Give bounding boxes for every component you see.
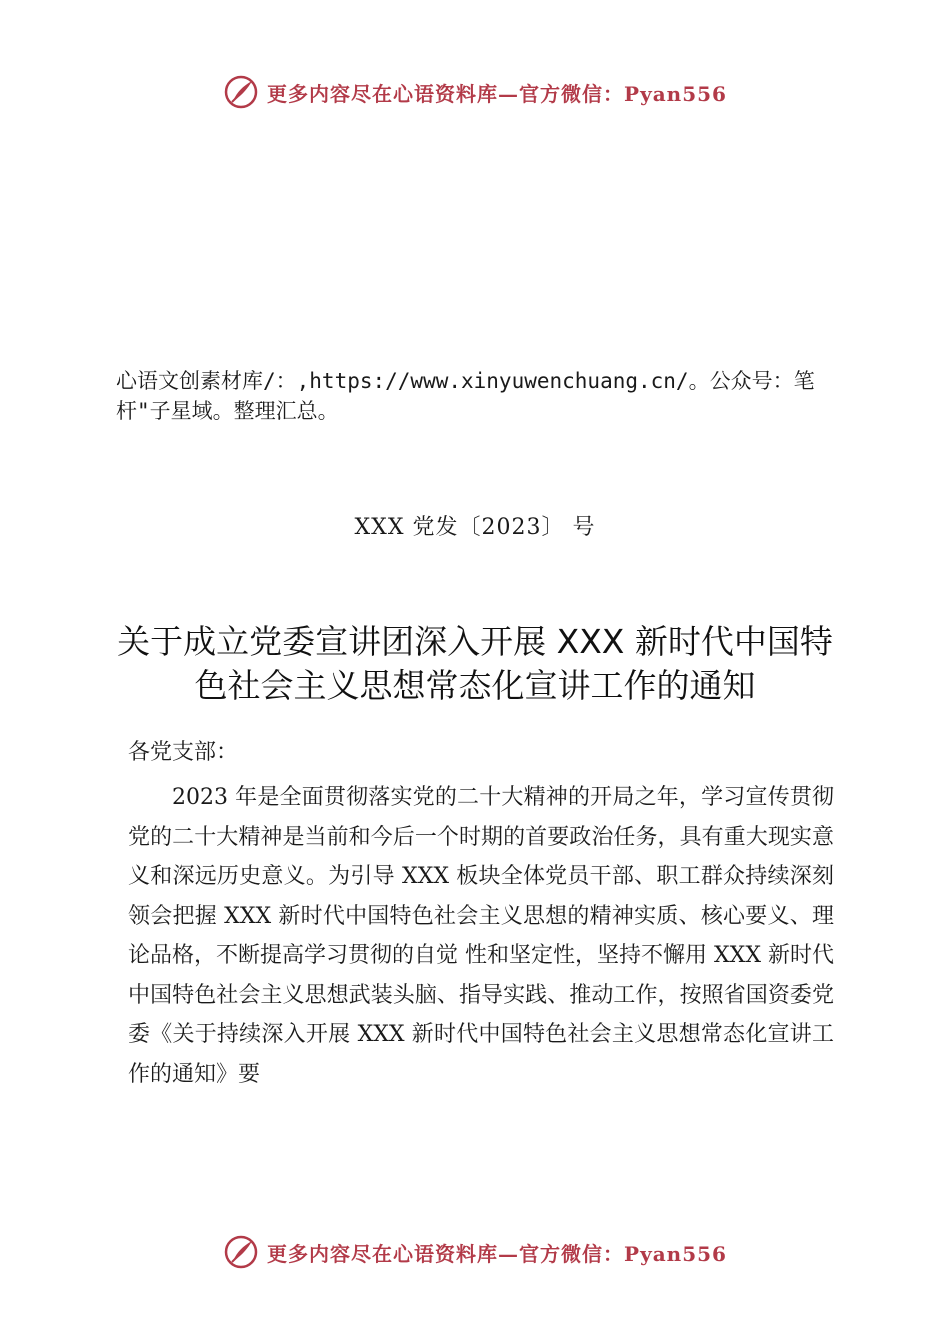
document-number: XXX 党发〔2023〕 号 [354, 515, 596, 540]
source-note: 心语文创素材库/：,https://www.xinyuwenchuang.cn/。公众号：笔杆"子星域。整理汇总。 [116, 369, 815, 423]
header-watermark [0, 70, 950, 114]
watermark-text: 更多内容尽在心语资料库—官方微信：Pyan556 [267, 81, 727, 106]
watermark-text: 更多内容尽在心语资料库—官方微信：Pyan556 [267, 1241, 727, 1266]
footer-watermark [0, 1230, 950, 1274]
quill-logo-icon [223, 74, 259, 110]
body-paragraph: 2023 年是全面贯彻落实党的二十大精神的开局之年，学习宣传贯彻党的二十大精神是当前和今后一个时期的首要政治任务，具有重大现实意义和深远历史意义。为引导 XXX 板块全体党员干部、职工群众持续深刻领会把握 XXX 新时代中国特色社会主义思想的精神实质、核心要义、理论品格，不断提高学习贯彻的自觉 性和坚定性，坚持不懈用 XXX 新时代中国特色社会主义思想武装头脑、指导实践、推动工作，按照省国资委党委《关于持续深入开展 XXX 新时代中国特色社会主义思想常态化宣讲工作的通知》要 [128, 785, 834, 1087]
document-title: 关于成立党委宣讲团深入开展 XXX 新时代中国特色社会主义思想常态化宣讲工作的通知 [117, 622, 833, 705]
salutation: 各党支部： [128, 740, 239, 765]
quill-logo-icon [223, 1234, 259, 1270]
